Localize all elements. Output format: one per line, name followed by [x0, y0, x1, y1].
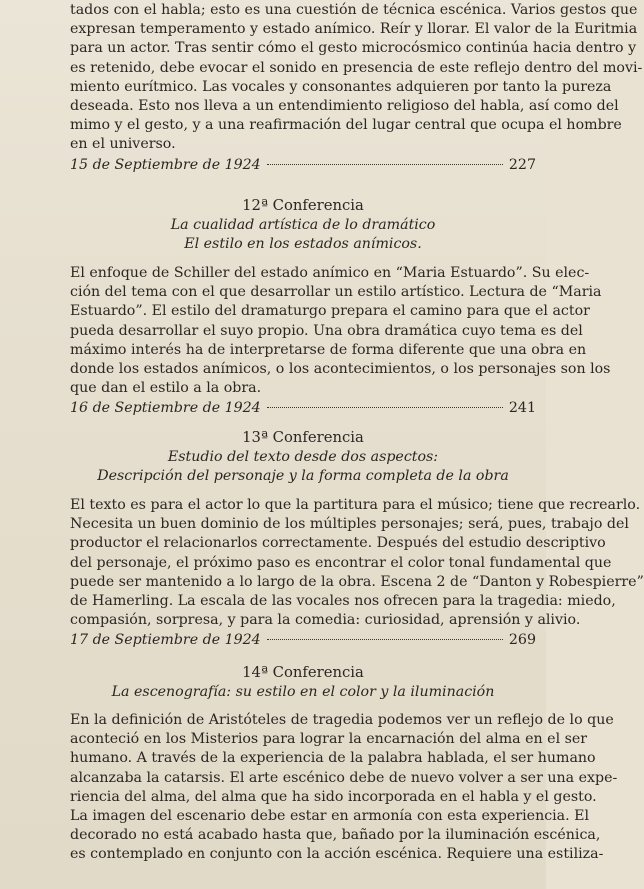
- text-line: miento eurítmico. Las vocales y consonantes adquieren por tanto la pureza: [70, 78, 612, 95]
- text-line: de Hamerling. La escala de las vocales nos ofrecen para la tragedia: miedo,: [70, 593, 616, 610]
- toc-entry: [70, 399, 536, 418]
- lecture-date: 16 de Septiembre de 1924: [70, 400, 261, 417]
- text-line: aconteció en los Misterios para lograr la encarnación del alma en el ser: [70, 731, 588, 748]
- conference-title: 14ª Conferencia: [242, 664, 364, 681]
- text-line: pueda desarrollar el suyo propio. Una obra dramática cuyo tema es del: [70, 322, 583, 339]
- text-line: El texto es para el actor lo que la partitura para el músico; tiene que recrearlo.: [70, 497, 641, 513]
- page-number: 227: [508, 156, 536, 173]
- page-number: 269: [508, 632, 536, 649]
- conference-12-heading: [70, 196, 536, 254]
- text-line: mimo y el gesto, y a una reafirmación del lugar central que ocupa el hombre: [70, 117, 622, 134]
- text-line: Estuardo”. El estilo del dramaturgo prepara el camino para que el actor: [70, 303, 590, 320]
- text-line: decorado no está acabado hasta que, bañado por la iluminación escénica,: [70, 827, 601, 844]
- text-line: tados con el habla; esto es una cuestión de técnica escénica. Varios gestos que: [70, 2, 638, 18]
- text-line: El enfoque de Schiller del estado anímico en “Maria Estuardo”. Su elec-: [70, 265, 590, 281]
- text-line: donde los estados anímicos, o los acontecimientos, o los personajes son los: [70, 361, 611, 378]
- text-line: Necesita un buen dominio de los múltiples personajes; será, pues, trabajo del: [70, 516, 629, 533]
- conference-subtitle: El estilo en los estados anímicos.: [184, 236, 422, 252]
- lecture-date: 15 de Septiembre de 1924: [70, 156, 261, 173]
- text-line: que dan el estilo a la obra.: [70, 380, 262, 397]
- conference-12-summary: [70, 264, 611, 419]
- page-number: 241: [508, 400, 536, 417]
- text-line: máximo interés ha de interpretarse de forma diferente que una obra en: [70, 341, 587, 358]
- intro-paragraph: [70, 1, 643, 175]
- text-line: para un actor. Tras sentir cómo el gesto microcósmico continúa hacia dentro y: [70, 40, 637, 57]
- conference-subtitle: La escenografía: su estilo en el color y la iluminación: [111, 684, 495, 700]
- text-line: humano. A través de la experiencia de la palabra hablada, el ser humano: [70, 750, 596, 767]
- text-line: La imagen del escenario debe estar en armonía con esta experiencia. El: [70, 808, 590, 825]
- text-line: ción del tema con el que desarrollar un estilo artístico. Lectura de “Maria: [70, 284, 602, 301]
- text-line: expresan temperamento y estado anímico. Reír y llorar. El valor de la Euritmia: [70, 21, 638, 38]
- conference-subtitle: La cualidad artística de lo dramático: [170, 217, 436, 233]
- lecture-date: 17 de Septiembre de 1924: [70, 632, 261, 649]
- conference-13-summary: [70, 496, 644, 651]
- toc-entry: [70, 156, 536, 175]
- conference-14-summary: [70, 711, 618, 865]
- text-line: del personaje, el próximo paso es encontrar el color tonal fundamental que: [70, 554, 612, 571]
- conference-14-heading: [70, 663, 536, 702]
- conference-title: 12ª Conferencia: [242, 197, 364, 214]
- text-line: puede ser mantenido a lo largo de la obra. Escena 2 de “Danton y Robespierre”: [70, 573, 644, 590]
- conference-title: 13ª Conferencia: [242, 429, 364, 446]
- text-line: es contemplado en conjunto con la acción escénica. Requiere una estiliza-: [70, 846, 604, 863]
- conference-subtitle: Estudio del texto desde dos aspectos:: [167, 449, 439, 465]
- leader-dots: [267, 639, 503, 640]
- text-line: En la definición de Aristóteles de tragedia podemos ver un reflejo de lo que: [70, 712, 614, 728]
- conference-13-heading: [70, 428, 536, 486]
- toc-entry: [70, 631, 536, 650]
- text-line: alcanzaba la catarsis. El arte escénico debe de nuevo volver a ser una expe-: [70, 769, 618, 786]
- leader-dots: [267, 407, 503, 408]
- text-line: riencia del alma, del alma que ha sido incorporada en el habla y el gesto.: [70, 788, 597, 805]
- conference-subtitle: Descripción del personaje y la forma completa de la obra: [97, 468, 509, 484]
- text-line: deseada. Esto nos lleva a un entendimiento religioso del habla, así como del: [70, 98, 619, 115]
- text-line: en el universo.: [70, 136, 176, 153]
- leader-dots: [267, 164, 503, 165]
- text-line: productor el relacionarlos correctamente. Después del estudio descriptivo: [70, 535, 606, 552]
- text-line: es retenido, debe evocar el sonido en presencia de este reflejo dentro del movi-: [70, 59, 643, 76]
- text-line: compasión, sorpresa, y para la comedia: curiosidad, aprensión y alivio.: [70, 612, 581, 629]
